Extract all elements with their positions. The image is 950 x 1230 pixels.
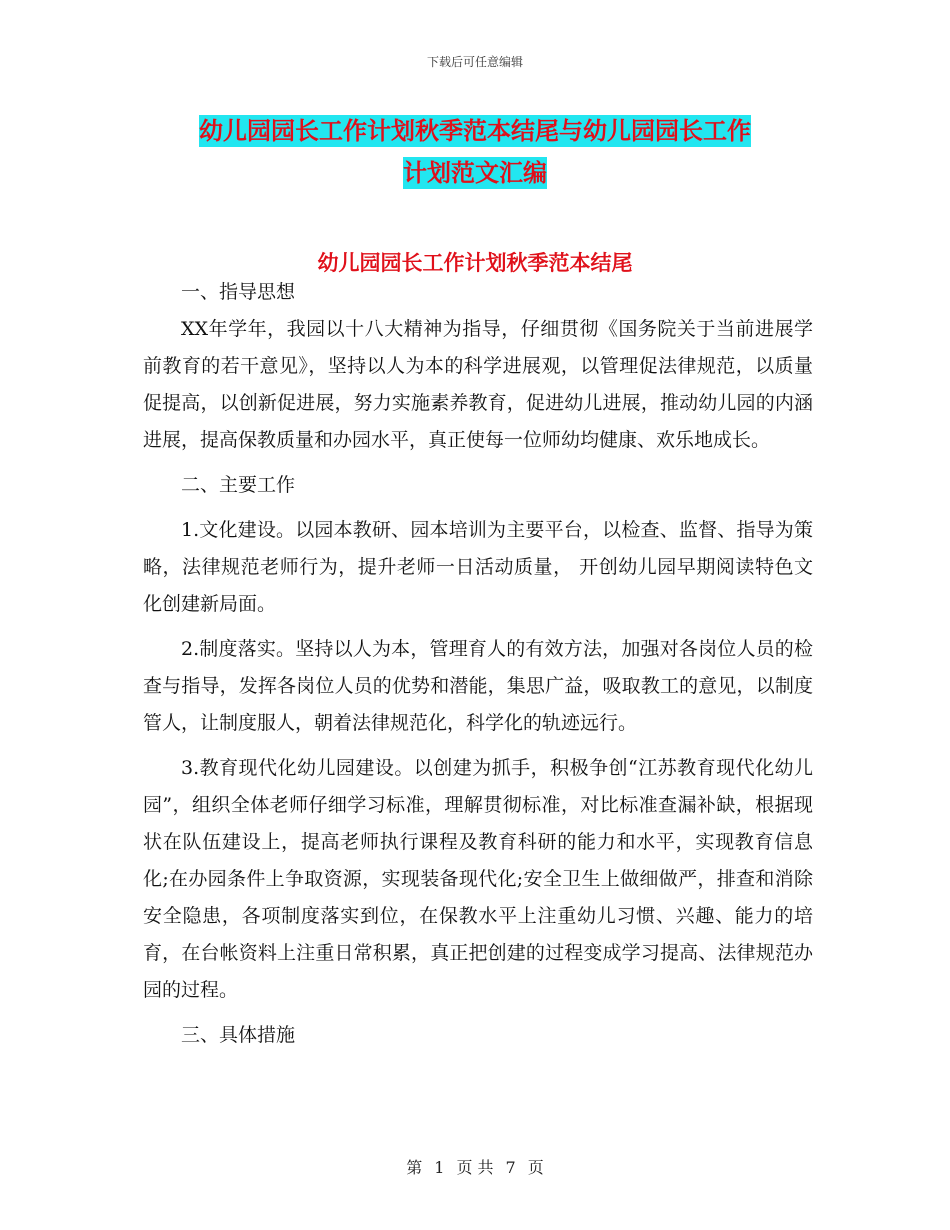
document-title [0, 110, 950, 194]
document-body [143, 274, 813, 1054]
heading-specific-measures: 三、具体措施 [181, 1024, 296, 1046]
paragraph-system-implementation: 2.制度落实。坚持以人为本，管理育人的有效方法，加强对各岗位人员的检查与指导，发挥各岗位人员的优势和潜能，集思广益，吸取教工的意见，以制度管人，让制度服人，朝着法律规范化，科学化的轨迹远行。 [143, 638, 813, 734]
title-line-2: 计划范文汇编 [403, 159, 547, 187]
paragraph-culture-building: 1.文化建设。以园本教研、园本培训为主要平台，以检查、监督、指导为策略，法律规范老师行为，提升老师一日活动质量， 开创幼儿园早期阅读特色文化创建新局面。 [143, 519, 813, 615]
header-note: 下载后可任意编辑 [426, 55, 523, 69]
footer-suffix: 页 [527, 1158, 544, 1177]
heading-guiding-ideology: 一、指导思想 [181, 281, 296, 303]
paragraph-modernization: 3.教育现代化幼儿园建设。以创建为抓手，积极争创“江苏教育现代化幼儿园”，组织全体老师仔细学习标准，理解贯彻标准，对比标准查漏补缺，根据现状在队伍建设上，提高老师执行课程及教育科研的能力和水平，实现教育信息化;在办园条件上争取资源，实现装备现代化;安全卫生上做细做严，排查和消除安全隐患，各项制度落实到位，在保教水平上注重幼儿习惯、兴趣、能力的培育，在台帐资料上注重日常积累，真正把创建的过程变成学习提高、法律规范办园的过程。 [143, 757, 813, 1001]
heading-main-work: 二、主要工作 [181, 474, 296, 496]
paragraph-guiding-ideology: XX年学年，我园以十八大精神为指导，仔细贯彻《国务院关于当前进展学前教育的若干意见》，坚持以人为本的科学进展观，以管理促法律规范，以质量促提高，以创新促进展，努力实施素养教育，促进幼儿进展，推动幼儿园的内涵进展，提高保教质量和办园水平，真正使每一位师幼均健康、欢乐地成长。 [143, 318, 813, 451]
footer-prefix: 第 [406, 1158, 423, 1177]
footer-total-pages: 7 [505, 1158, 516, 1177]
page-footer [0, 1155, 950, 1178]
title-line-1: 幼儿园园长工作计划秋季范本结尾与幼儿园园长工作 [199, 117, 751, 145]
footer-middle: 页 共 [456, 1158, 494, 1177]
section-title: 幼儿园园长工作计划秋季范本结尾 [317, 251, 633, 275]
footer-page-number: 1 [434, 1158, 445, 1177]
